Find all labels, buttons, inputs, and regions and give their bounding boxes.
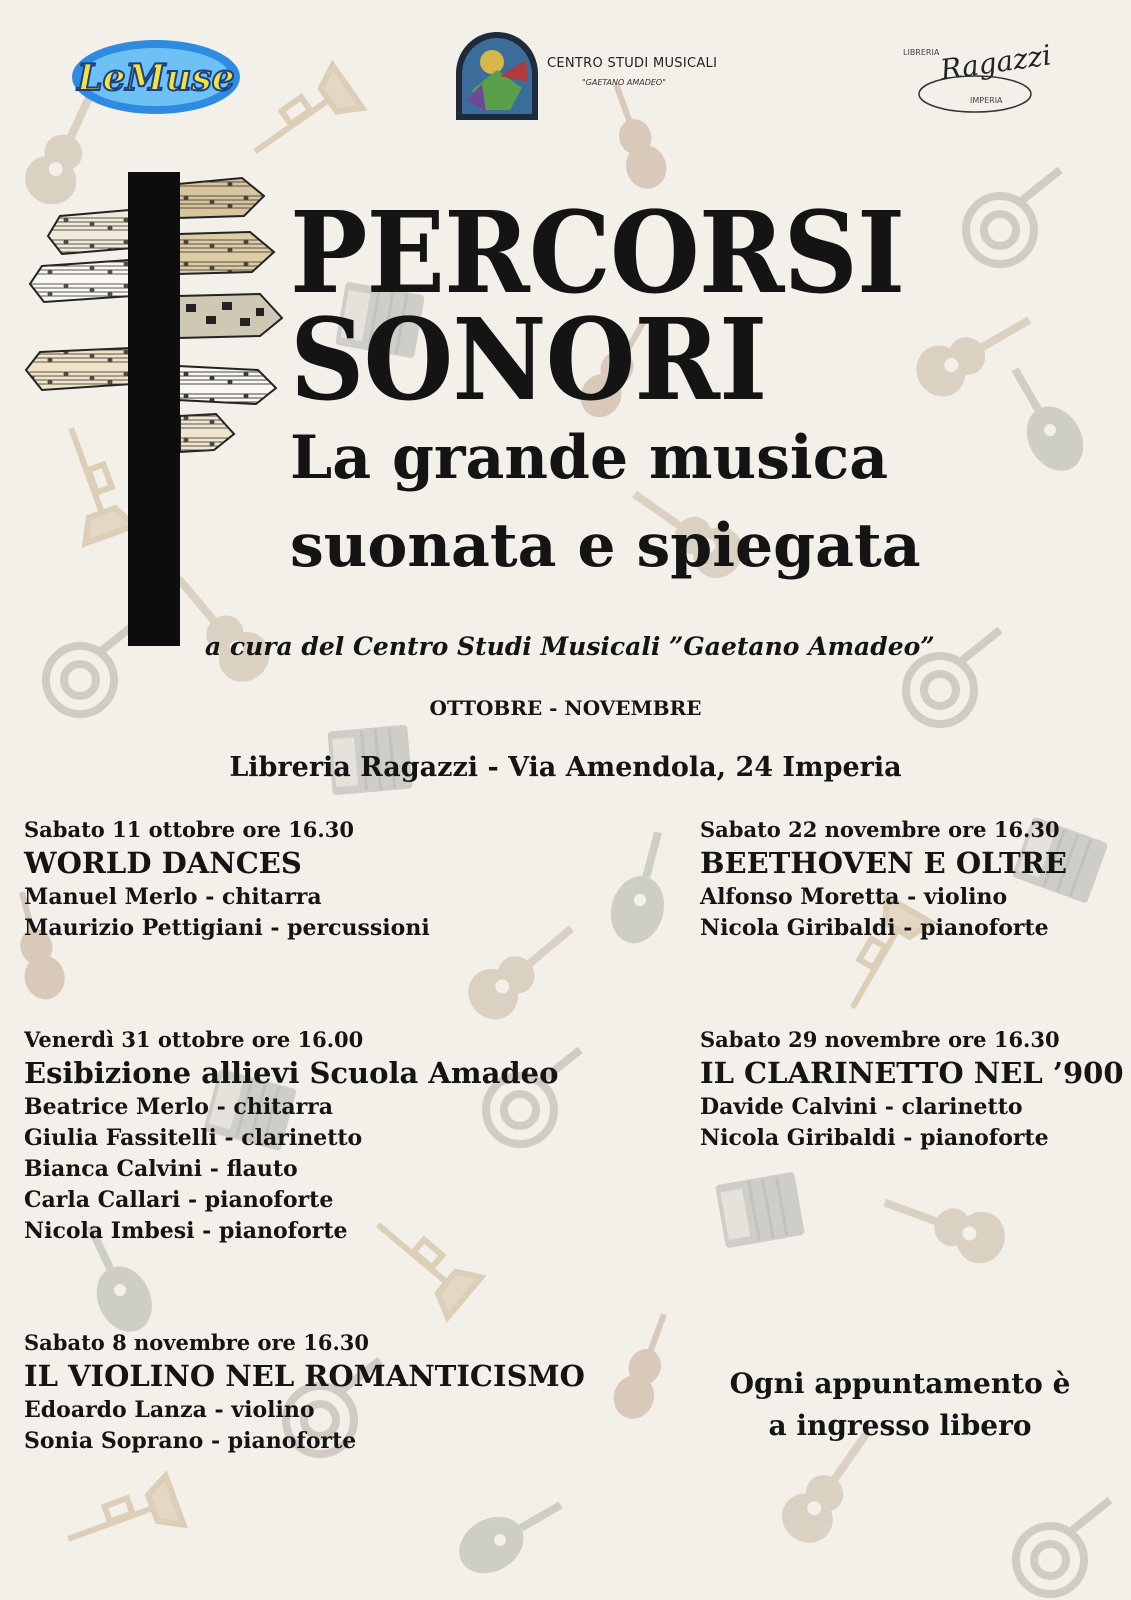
event-title: BEETHOVEN E OLTRE <box>700 846 1067 880</box>
music-signpost-illustration <box>20 170 320 660</box>
centro-subtitle: "GAETANO AMADEO" <box>582 78 666 87</box>
event-date: Sabato 8 novembre ore 16.30 <box>24 1330 369 1355</box>
event-esibizione-allievi <box>24 1025 558 1247</box>
event-date: Venerdì 31 ottobre ore 16.00 <box>24 1027 364 1052</box>
event-violino-romanticismo <box>24 1328 585 1457</box>
title-line-1: PERCORSI <box>290 188 905 319</box>
event-title: IL CLARINETTO NEL ’900 <box>700 1056 1124 1090</box>
event-clarinetto <box>700 1025 1124 1154</box>
event-performer: Nicola Imbesi - pianoforte <box>24 1218 348 1244</box>
title-line-2: SONORI <box>290 295 767 426</box>
libreria-label: LIBRERIA <box>903 48 940 57</box>
event-performer: Davide Calvini - clarinetto <box>700 1094 1023 1120</box>
event-performer: Maurizio Pettigiani - percussioni <box>24 915 430 941</box>
centro-studi-logo <box>452 30 752 125</box>
event-date: Sabato 11 ottobre ore 16.30 <box>24 817 354 842</box>
libreria-ragazzi-logo <box>895 38 1075 122</box>
stained-glass-icon <box>452 30 542 122</box>
event-title: IL VIOLINO NEL ROMANTICISMO <box>24 1359 585 1393</box>
le-muse-logo-text: LeMuse <box>77 57 235 99</box>
event-performer: Bianca Calvini - flauto <box>24 1156 298 1182</box>
event-performer: Edoardo Lanza - violino <box>24 1397 315 1423</box>
event-performer: Sonia Soprano - pianoforte <box>24 1428 357 1454</box>
event-beethoven <box>700 815 1067 944</box>
le-muse-logo <box>70 38 242 116</box>
period-label: OTTOBRE - NOVEMBRE <box>429 696 702 720</box>
curator-line: a cura del Centro Studi Musicali ”Gaetano Amadeo” <box>205 632 935 661</box>
event-performer: Nicola Giribaldi - pianoforte <box>700 1125 1049 1151</box>
event-performer: Manuel Merlo - chitarra <box>24 884 322 910</box>
libreria-city: IMPERIA <box>970 96 1003 105</box>
event-performer: Alfonso Moretta - violino <box>700 884 1008 910</box>
event-date: Sabato 22 novembre ore 16.30 <box>700 817 1060 842</box>
event-world-dances <box>24 815 430 944</box>
event-performer: Carla Callari - pianoforte <box>24 1187 334 1213</box>
event-performer: Beatrice Merlo - chitarra <box>24 1094 334 1120</box>
free-entry-notice <box>700 1363 1100 1447</box>
event-title: Esibizione allievi Scuola Amadeo <box>24 1056 559 1090</box>
venue-address: Libreria Ragazzi - Via Amendola, 24 Imperia <box>229 752 902 783</box>
event-date: Sabato 29 novembre ore 16.30 <box>700 1027 1060 1052</box>
subtitle-line-1: La grande musica <box>290 423 889 493</box>
event-title: WORLD DANCES <box>24 846 302 880</box>
libreria-name: Ragazzi <box>938 38 1054 87</box>
free-entry-line-1: Ogni appuntamento è <box>729 1367 1071 1400</box>
event-performer: Giulia Fassitelli - clarinetto <box>24 1125 363 1151</box>
event-performer: Nicola Giribaldi - pianoforte <box>700 915 1049 941</box>
subtitle-line-2: suonata e spiegata <box>290 511 921 581</box>
free-entry-line-2: a ingresso libero <box>768 1409 1032 1442</box>
centro-name: CENTRO STUDI MUSICALI <box>547 56 718 71</box>
